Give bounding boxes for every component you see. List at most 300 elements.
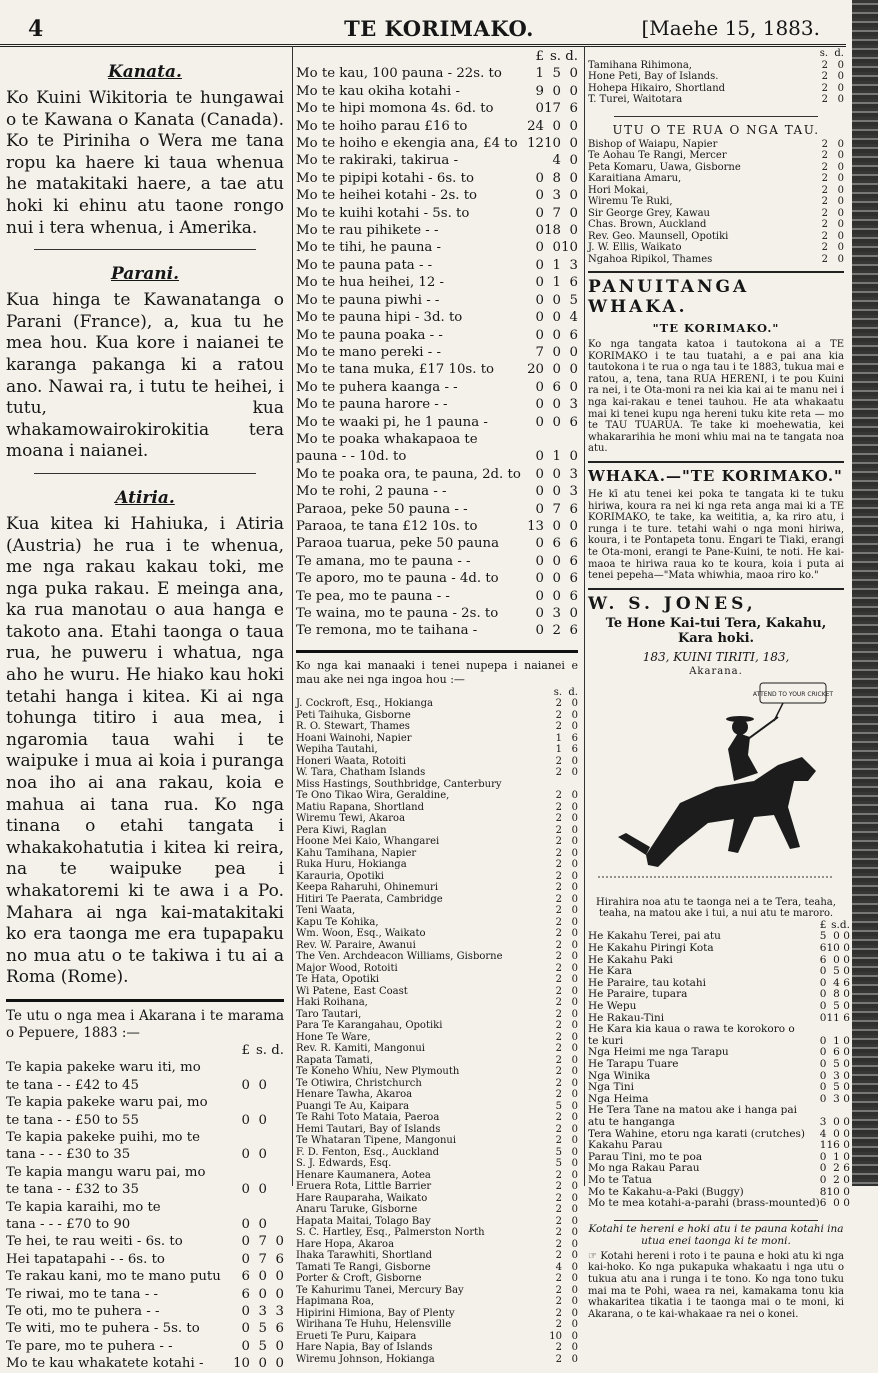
row-value-d: 0 <box>571 951 578 963</box>
subscriber-row <box>588 94 844 106</box>
row-value-l: 0 <box>819 965 827 978</box>
row-value-s: 0 <box>258 1147 267 1163</box>
row-label: He Kakahu Paki <box>588 953 673 966</box>
col-head-shillings: s. <box>549 49 561 64</box>
price-row <box>296 327 578 344</box>
row-value-s: 1 <box>552 449 561 465</box>
illustration-caption: Hirahira noa atu te taonga nei a te Tera, teaha, teaha, na matou ake i tui, a nui atu te maroro. <box>596 896 836 920</box>
row-value-d: 0 <box>569 518 578 534</box>
subscriber-row <box>296 1055 578 1067</box>
row-value-d: 0 <box>571 882 578 894</box>
row-label: Paraoa tuarua, peke 50 pauna <box>296 536 500 552</box>
row-value-s: 6 <box>552 379 561 395</box>
row-value-s <box>250 1059 267 1076</box>
subscriber-row <box>296 917 578 929</box>
row-value-s: 0 <box>258 1286 267 1302</box>
paper-title: TE KORIMAKO. <box>344 16 534 41</box>
row-label: Nga Tini <box>588 1081 634 1094</box>
row-value-s: 2 <box>555 1077 562 1089</box>
row-label: Ruka Huru, Hokianga <box>296 859 407 871</box>
advertiser-trade: Te Hone Kai-tui Tera, Kakahu, Kara hoki. <box>605 615 827 646</box>
discount-note: Kotahi te hereni e hoki atu i te pauna kotahi ina utua enei taonga ki te moni. <box>588 1222 844 1247</box>
ad-rule <box>588 588 844 590</box>
row-value-s: 2 <box>555 859 562 871</box>
row-label: Mo te hua heihei, 12 - <box>296 275 445 291</box>
section-divider <box>34 473 256 474</box>
row-value-s: 5 <box>552 66 561 82</box>
ad-rule <box>588 461 844 463</box>
row-value-d: 0 <box>571 859 578 871</box>
row-value-l: 4 <box>819 1127 827 1140</box>
subscriber-row <box>296 1124 578 1136</box>
row-label: Rev. W. Paraire, Awanui <box>296 939 416 951</box>
row-label: He Kara <box>588 965 633 978</box>
row-label: Honeri Waata, Rotoiti <box>296 755 406 767</box>
row-value-d: 0 <box>837 94 844 105</box>
row-value-l: 6 <box>819 942 827 955</box>
row-value-l: 0 <box>535 327 544 343</box>
market-prices-table <box>296 48 578 640</box>
price-row <box>296 483 578 500</box>
row-label: Mo te mea kotahi-a-parahi (brass-mounted) <box>588 1197 820 1210</box>
row-value-d: 0 <box>571 1089 578 1101</box>
subscriber-row <box>588 71 844 83</box>
price-row <box>296 379 578 396</box>
row-label: Te amana, mo te pauna - - <box>296 553 471 569</box>
row-value-s: 2 <box>821 196 828 207</box>
row-value-d: 6 <box>571 744 578 756</box>
row-value-d: 0 <box>843 1185 850 1198</box>
row-value-s: 8 <box>552 170 561 186</box>
price-row <box>6 1338 284 1355</box>
price-row <box>296 501 578 518</box>
row-value-s: 11 <box>826 1011 840 1024</box>
subscriber-row <box>588 196 844 208</box>
row-value-d: 0 <box>571 824 578 836</box>
row-value-s: 5 <box>258 1338 267 1354</box>
row-label: Sir George Grey, Kawau <box>588 207 710 219</box>
row-value-s: 2 <box>833 1162 840 1175</box>
masthead-rule <box>0 44 846 47</box>
row-value-s: 2 <box>555 698 562 710</box>
advertiser-city: Akarana. <box>689 665 743 677</box>
price-row <box>6 1112 284 1129</box>
row-value-l: 0 <box>535 310 544 326</box>
row-value-d: 0 <box>275 1269 284 1285</box>
row-value-l: 6 <box>241 1269 250 1285</box>
row-value-l: 6 <box>819 1197 827 1210</box>
row-value-s: 10 <box>544 136 561 152</box>
row-value-d: 0 <box>569 362 578 378</box>
row-value-s: 2 <box>555 985 562 997</box>
section-divider <box>6 999 284 1002</box>
row-value-s: 2 <box>555 928 562 940</box>
row-label: Mo te Kakahu-a-Paki (Buggy) <box>588 1185 744 1198</box>
row-value-s: 2 <box>555 813 562 825</box>
advertiser-name: W. S. JONES, <box>588 593 757 614</box>
row-value-d: 0 <box>837 138 844 150</box>
row-value-s: 2 <box>555 916 562 928</box>
row-value-d: 0 <box>843 930 850 943</box>
row-value-l: 0 <box>535 379 544 395</box>
price-row <box>588 1059 850 1071</box>
row-value-d: 0 <box>569 223 578 239</box>
ad-rule <box>588 271 844 273</box>
row-value-l: 10 <box>233 1356 250 1372</box>
row-value-l: 20 <box>527 362 544 378</box>
row-label: T. Turei, Waitotara <box>588 94 683 105</box>
row-value-l: 0 <box>819 976 827 989</box>
price-row <box>6 1181 284 1198</box>
row-label: Te waina, mo te pauna - 2s. to <box>296 606 499 621</box>
row-value-d: 10 <box>561 240 578 256</box>
row-value-s: 2 <box>555 893 562 905</box>
row-value-l: 0 <box>535 275 544 291</box>
row-value-s: 0 <box>552 240 561 256</box>
row-label: He Wepu <box>588 1000 637 1013</box>
row-value-d: 0 <box>569 118 578 134</box>
price-row <box>6 1199 284 1216</box>
subscriber-row <box>296 836 578 848</box>
row-label: Te riwai, mo te tana - - <box>6 1286 159 1302</box>
section-body: Kua hinga te Kawanatanga o Parani (France), a, kua tu he mea hou. Kua kore i naianei te karanga pakanga ki a ratou ano. Nawai ra, i tutu te heihei, i tutu, kua whakamowairokirokitia tera moana i naianei. <box>6 290 284 462</box>
price-row <box>296 274 578 291</box>
row-value-s: 0 <box>552 310 561 326</box>
subscriber-row <box>296 790 578 802</box>
row-value-d: 0 <box>571 698 578 710</box>
row-value-s: 2 <box>555 709 562 721</box>
row-label: R. O. Stewart, Thames <box>296 721 410 733</box>
row-value-s: 0 <box>552 83 561 99</box>
subs-header <box>588 48 844 60</box>
row-value-d: 0 <box>571 709 578 721</box>
row-value-d: 0 <box>571 847 578 859</box>
row-value-d: 0 <box>843 1058 850 1070</box>
row-value-d: 0 <box>569 136 578 152</box>
subscriber-row <box>296 721 578 733</box>
row-value-s: 0 <box>833 930 840 943</box>
row-label: Parau Tini, mo te poa <box>588 1150 703 1163</box>
price-row <box>296 187 578 204</box>
row-value-d: 0 <box>571 928 578 940</box>
row-value-s: 2 <box>555 1169 562 1181</box>
row-label: Te Koneho Whiu, New Plymouth <box>296 1066 460 1078</box>
col-head-shillings: s. <box>255 1042 267 1058</box>
row-value-d: 0 <box>571 997 578 1009</box>
subscriber-row <box>296 1020 578 1032</box>
row-value-d: 0 <box>843 1081 850 1094</box>
row-value-d: 0 <box>569 170 578 186</box>
prices-header <box>296 48 578 65</box>
row-value-d: 0 <box>571 916 578 928</box>
row-label: Mo te kuihi kotahi - 5s. to <box>296 205 470 221</box>
row-value-s <box>546 779 562 791</box>
row-label: Hei tapatapahi - - 6s. to <box>6 1251 165 1267</box>
row-label: Henare Tawha, Akaroa <box>296 1089 413 1101</box>
row-value-d: 0 <box>571 1192 578 1204</box>
row-value-l: 1 <box>819 1139 827 1152</box>
row-value-d <box>267 1181 284 1198</box>
row-value-s: 17 <box>544 101 561 117</box>
row-value-s <box>250 1094 267 1111</box>
row-value-l: 0 <box>241 1304 250 1320</box>
row-label: Henare Kaumanera, Aotea <box>296 1169 431 1181</box>
row-label: Tamati Te Rangi, Gisborne <box>296 1261 431 1273</box>
subscriber-row <box>296 1250 578 1262</box>
price-row <box>588 1175 850 1187</box>
price-row <box>296 448 578 465</box>
row-value-s: 7 <box>552 501 561 517</box>
row-label: Mo te pauna harore - - <box>296 397 448 413</box>
row-label: Te hei, te rau weiti - 6s. to <box>6 1234 183 1250</box>
row-value-l: 0 <box>241 1321 250 1337</box>
row-value-s: 2 <box>555 824 562 836</box>
row-value-d: 0 <box>571 1031 578 1043</box>
row-value-d <box>267 1199 284 1216</box>
row-value-d: 0 <box>843 1173 850 1186</box>
masthead <box>0 14 878 48</box>
row-value-s: 2 <box>555 951 562 963</box>
row-value-d: 6 <box>843 1162 850 1175</box>
row-label: Matiu Rapana, Shortland <box>296 801 424 813</box>
subscriber-row <box>296 871 578 883</box>
subscriber-row <box>296 779 578 791</box>
row-value-d: 0 <box>837 207 844 219</box>
row-value-l: 0 <box>241 1217 250 1233</box>
row-value-s: 2 <box>555 905 562 917</box>
row-value-d: 0 <box>571 1100 578 1112</box>
row-value-d: 0 <box>571 1112 578 1124</box>
subscriber-row <box>296 1331 578 1343</box>
row-value-d: 0 <box>837 161 844 173</box>
subscriber-row <box>588 139 844 151</box>
row-value-s: 0 <box>258 1356 267 1372</box>
row-value-l <box>233 1129 250 1146</box>
row-value-d: 0 <box>843 942 850 955</box>
row-value-s: 10 <box>549 1330 562 1342</box>
row-value-d: 6 <box>275 1251 284 1267</box>
row-label: Mo te kau whakatete kotahi - <box>6 1356 204 1372</box>
subscriber-row <box>296 1262 578 1274</box>
row-value-l: 0 <box>819 1034 827 1047</box>
row-value-d: 0 <box>837 253 844 265</box>
price-row <box>296 361 578 378</box>
subscriber-row <box>296 767 578 779</box>
subscriber-row <box>296 1308 578 1320</box>
subscriber-row <box>296 1170 578 1182</box>
row-value-l: 0 <box>241 1182 250 1198</box>
row-label: Mo te rohi, 2 pauna - - <box>296 484 447 500</box>
row-value-s: 10 <box>826 1185 840 1198</box>
price-row <box>296 535 578 552</box>
row-label: Kapu Te Kohika, <box>296 916 379 928</box>
subscriber-row <box>296 744 578 756</box>
row-value-d: 0 <box>571 1077 578 1089</box>
subscriber-row <box>296 1285 578 1297</box>
row-value-l <box>233 1059 250 1076</box>
row-label: Hare Napia, Bay of Islands <box>296 1342 433 1354</box>
row-value-d: 0 <box>571 1215 578 1227</box>
subscriber-row <box>296 859 578 871</box>
row-value-l: 0 <box>241 1077 250 1093</box>
row-value-d <box>267 1164 284 1181</box>
row-value-d: 0 <box>569 205 578 221</box>
row-value-l: 6 <box>819 953 827 966</box>
row-label: Te kapia pakeke puihi, mo te <box>6 1130 201 1145</box>
notice-subtitle: "TE KORIMAKO." <box>652 321 780 335</box>
row-value-s: 5 <box>833 1081 840 1094</box>
price-row <box>588 1117 850 1129</box>
row-value-d: 0 <box>571 1008 578 1020</box>
subscriber-row <box>296 733 578 745</box>
subscribers-continued <box>588 48 844 106</box>
row-value-s: 0 <box>833 1197 840 1210</box>
binding-edge <box>852 0 878 1186</box>
row-label: He Tarapu Tuare <box>588 1058 679 1070</box>
row-value-s: 2 <box>555 1227 562 1239</box>
row-value-l <box>527 431 544 448</box>
row-label: He Kara kia kaua o rawa te korokoro o <box>588 1023 795 1036</box>
row-label: Mo te puhera kaanga - - <box>296 379 458 395</box>
price-row <box>6 1286 284 1303</box>
row-value-d: 0 <box>275 1338 284 1354</box>
price-row <box>296 553 578 570</box>
subscriber-row <box>588 162 844 174</box>
row-label: Te Ono Tikao Wira, Geraldine, <box>296 790 450 802</box>
price-row <box>296 605 578 622</box>
row-value-s: 2 <box>555 1031 562 1043</box>
col-head-shillings: s. <box>819 48 828 59</box>
row-value-s: 2 <box>821 71 828 82</box>
row-value-s: 2 <box>555 721 562 733</box>
subscriber-row <box>296 698 578 710</box>
row-value-d <box>267 1146 284 1163</box>
saddlery-prices-table <box>588 920 850 1210</box>
row-value-l: 12 <box>527 136 544 152</box>
row-label: tana - - - £30 to 35 <box>6 1147 131 1163</box>
row-value-s: 2 <box>555 801 562 813</box>
row-value-l: 0 <box>535 466 544 482</box>
row-label: Wiremu Johnson, Hokianga <box>296 1353 435 1365</box>
row-value-d: 0 <box>837 59 844 71</box>
row-value-d: 0 <box>571 1020 578 1032</box>
subscriber-row <box>296 1043 578 1055</box>
subscriber-row <box>296 802 578 814</box>
row-label: Te aporo, mo te pauna - 4d. to <box>296 571 499 587</box>
section-body: Ko Kuini Wikitoria te hungawai o te Kawana o Kanata (Canada). Ko te Piriniha o Wera me tana ropu ka haere ki taua whenua he matakitaki haere, a tae atu hoki ki ehinu atu taone rongo nui i tera whenua, i Amerika. <box>6 88 284 238</box>
row-value-d <box>267 1129 284 1146</box>
row-value-d: 6 <box>569 623 578 639</box>
row-value-d: 0 <box>843 988 850 1001</box>
section-divider <box>34 249 256 250</box>
subscriber-row <box>296 882 578 894</box>
row-label: Mo te kau, 100 pauna - 22s. to <box>296 66 502 82</box>
price-row <box>296 570 578 587</box>
subscriber-row <box>296 894 578 906</box>
subscriber-row <box>296 1342 578 1354</box>
row-label: Te remona, mo te taihana - <box>296 623 478 639</box>
row-value-s: 2 <box>821 207 828 219</box>
row-value-s: 2 <box>555 962 562 974</box>
row-value-s: 1 <box>552 257 561 273</box>
row-value-l: 0 <box>819 1173 827 1186</box>
row-label: Tera Wahine, etoru nga karati (crutches) <box>588 1127 806 1140</box>
price-row <box>296 344 578 361</box>
row-value-d: 0 <box>571 1066 578 1078</box>
subscriber-row <box>588 242 844 254</box>
subscriber-row <box>296 905 578 917</box>
price-row <box>296 518 578 535</box>
row-label: Ihaka Tarawhiti, Shortland <box>296 1250 433 1262</box>
subscriber-row <box>296 1216 578 1228</box>
row-value-l: 0 <box>535 257 544 273</box>
section-divider <box>614 1220 819 1221</box>
row-value-d: 0 <box>571 801 578 813</box>
row-value-s: 5 <box>258 1321 267 1337</box>
row-value-d: 0 <box>837 230 844 242</box>
row-value-d: 0 <box>837 150 844 161</box>
column-rule-2 <box>584 46 585 1186</box>
section-body: Kua kitea ki Hahiuka, i Atiria (Austria) he rua i te whenua, me nga rakau kakau toki, me nga puka rakau. E meinga ana, ka rua manotau o aua hanga e takoto ana. Etahi taonga o taua rua, he puweru i whatua, nga aho he wuru. He hiako kau hoki tetahi hanga i kitea. Ki ai nga tohunga titiro i aua mea, i ngaromia taua wahi i te waipuke i mua ai koia i puranga noa iho ai ana rakau, koia e mahua ai tana rua. Ko nga tinana o etahi tangata i whakakohatutia i kitea ki reira, na te waipuke pea i whakatoremi ki te awa i a Po. Mahara ai nga kai-matakitaki ko era taonga me era tupapaku no mua atu o te takiwa i tu ai a Roma (Rome). <box>6 513 284 988</box>
subscriber-row <box>588 254 844 266</box>
row-label: Mo te rakiraki, takirua - <box>296 153 459 169</box>
row-label: J. Cockroft, Esq., Hokianga <box>296 698 433 710</box>
row-value-l: 0 <box>819 988 827 1001</box>
row-value-d: 0 <box>571 962 578 974</box>
subscriber-row <box>296 1066 578 1078</box>
row-value-d: 0 <box>843 1115 850 1128</box>
row-label: Wi Patene, East Coast <box>296 985 408 997</box>
row-label: Te Aohau Te Rangi, Mercer <box>588 150 727 161</box>
row-value-l: 24 <box>527 118 544 134</box>
price-row <box>6 1129 284 1146</box>
row-label: Eruera Rota, Little Barrier <box>296 1181 432 1193</box>
row-value-s: 0 <box>258 1269 267 1285</box>
row-value-l: 13 <box>527 518 544 534</box>
row-value-l: 0 <box>819 1092 827 1105</box>
section-heading: Atiria. <box>115 487 175 508</box>
row-value-l: 9 <box>535 83 544 99</box>
row-label: Hitiri Te Paerata, Cambridge <box>296 893 443 905</box>
row-label: Peta Komaru, Uawa, Gisborne <box>588 161 741 173</box>
subscriber-row <box>296 928 578 940</box>
row-value-d <box>267 1077 284 1094</box>
row-value-l: 0 <box>819 1058 827 1070</box>
row-value-l: 0 <box>535 449 544 465</box>
row-label: Te kapia pakeke waru iti, mo <box>6 1060 201 1076</box>
row-label: He Paraire, tupara <box>588 988 688 1001</box>
row-label: Wirihana Te Huhu, Helensville <box>296 1319 452 1331</box>
subscriber-row <box>296 986 578 998</box>
row-label: Te pare, mo te puhera - - <box>6 1338 173 1354</box>
row-value-d: 3 <box>569 466 578 482</box>
row-value-l: 0 <box>535 606 544 621</box>
row-label: The Ven. Archdeacon Williams, Gisborne <box>296 951 503 963</box>
row-value-s: 6 <box>833 1046 840 1059</box>
row-value-s: 0 <box>258 1112 267 1128</box>
row-label: He Kakahu Piringi Kota <box>588 942 714 955</box>
column-1 <box>6 48 284 1372</box>
subscriber-row <box>296 1089 578 1101</box>
row-value-d: 0 <box>571 905 578 917</box>
row-value-d: 0 <box>571 893 578 905</box>
row-value-d: 0 <box>571 1204 578 1216</box>
price-row <box>6 1268 284 1285</box>
row-value-l <box>527 152 544 169</box>
row-value-d: 0 <box>837 173 844 184</box>
row-value-d: 0 <box>571 1353 578 1365</box>
row-label: Hemi Tautari, Bay of Islands <box>296 1123 441 1135</box>
